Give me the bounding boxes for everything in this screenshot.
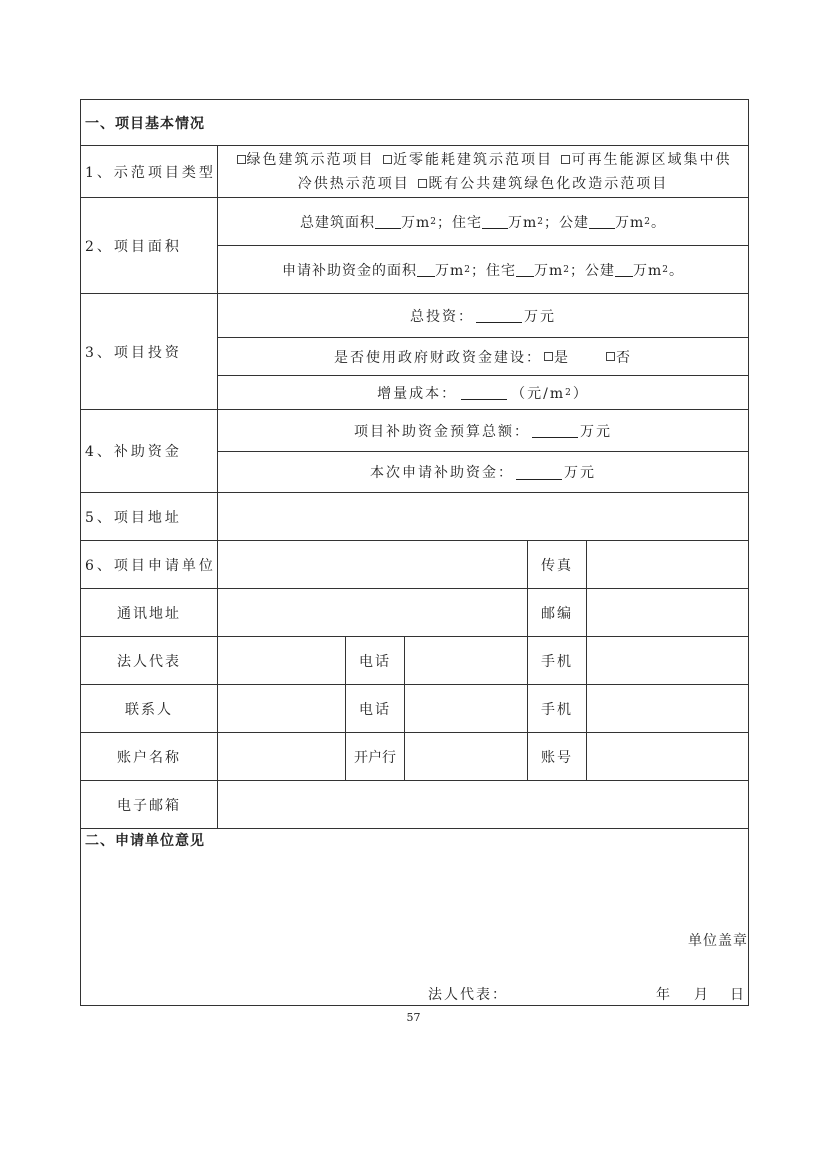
unit-yuan-per-m2: （元/m bbox=[511, 385, 566, 402]
applicant-opinion-field[interactable] bbox=[81, 852, 748, 922]
label-subsidy: 4、补助资金 bbox=[85, 444, 182, 460]
label-legal-rep-mobile: 手机 bbox=[541, 653, 573, 670]
unit: 万m bbox=[615, 214, 645, 231]
public-label: ；公建 bbox=[570, 262, 615, 279]
label-bank: 开户行 bbox=[354, 749, 396, 766]
unit-paren: ） bbox=[572, 385, 589, 402]
label-postcode: 邮编 bbox=[541, 605, 573, 622]
option-near-zero-energy: 近零能耗建筑示范项目 bbox=[393, 151, 553, 168]
legal-rep-phone-field[interactable] bbox=[405, 637, 527, 684]
date-year-label: 年 bbox=[656, 987, 672, 1003]
date-month-label: 月 bbox=[694, 987, 710, 1003]
section-title-basic-info: 一、项目基本情况 bbox=[85, 115, 205, 132]
apply-public-area-field[interactable] bbox=[615, 262, 633, 277]
incremental-cost-line bbox=[218, 376, 748, 409]
legal-rep-field[interactable] bbox=[218, 637, 345, 684]
postcode-field[interactable] bbox=[587, 589, 748, 636]
residential-area-field[interactable] bbox=[482, 214, 508, 229]
gov-fund-label: 是否使用政府财政资金建设： bbox=[334, 349, 542, 366]
project-type-options bbox=[218, 146, 748, 197]
rule bbox=[80, 1005, 749, 1006]
subsidy-budget-line bbox=[218, 410, 748, 451]
unit-wanyuan: 万元 bbox=[564, 465, 596, 481]
option-renewable-district-cont: 冷供热示范项目 bbox=[297, 175, 410, 192]
page-number: 57 bbox=[406, 1011, 421, 1024]
rule bbox=[748, 99, 749, 1006]
contact-phone-field[interactable] bbox=[405, 685, 527, 732]
unit-wanyuan: 万元 bbox=[524, 308, 556, 325]
subsidy-apply-field[interactable] bbox=[516, 465, 562, 480]
period: 。 bbox=[651, 214, 667, 231]
section-title-applicant-opinion: 二、申请单位意见 bbox=[85, 833, 205, 849]
label-contact-phone: 电话 bbox=[359, 701, 391, 718]
apply-residential-area-field[interactable] bbox=[516, 262, 534, 277]
total-area-line bbox=[218, 198, 748, 245]
unit-sup: 2 bbox=[565, 387, 573, 398]
option-no: 否 bbox=[616, 349, 632, 366]
label-mailing-address: 通讯地址 bbox=[117, 605, 181, 622]
incremental-cost-field[interactable] bbox=[461, 385, 507, 400]
gov-fund-line bbox=[218, 338, 748, 375]
account-name-field[interactable] bbox=[218, 733, 345, 780]
unit: 万m bbox=[633, 262, 663, 279]
legal-rep-signature-label: 法人代表： bbox=[428, 987, 508, 1003]
public-label: ；公建 bbox=[544, 214, 589, 231]
contact-field[interactable] bbox=[218, 685, 345, 732]
residential-label: ；住宅 bbox=[470, 262, 516, 279]
label-applicant-unit: 6、项目申请单位 bbox=[85, 557, 216, 574]
period: 。 bbox=[669, 262, 685, 279]
option-green-building: 绿色建筑示范项目 bbox=[246, 151, 375, 168]
total-area-label: 总建筑面积 bbox=[299, 214, 375, 231]
unit-sup: 2 bbox=[644, 216, 652, 227]
unit-sup: 2 bbox=[662, 264, 670, 275]
checkbox-green-building[interactable] bbox=[237, 155, 246, 164]
unit-sup: 2 bbox=[563, 264, 570, 275]
bank-field[interactable] bbox=[405, 733, 527, 780]
label-project-type: 1、示范项目类型 bbox=[85, 164, 216, 181]
total-area-field[interactable] bbox=[375, 214, 401, 229]
public-area-field[interactable] bbox=[589, 214, 615, 229]
label-project-investment: 3、项目投资 bbox=[85, 344, 182, 361]
project-address-field[interactable] bbox=[218, 493, 748, 540]
incremental-cost-label: 增量成本： bbox=[377, 385, 458, 402]
label-email: 电子邮箱 bbox=[117, 797, 181, 814]
option-existing-public-retrofit: 既有公共建筑绿色化改造示范项目 bbox=[428, 175, 669, 192]
applicant-unit-field[interactable] bbox=[218, 541, 527, 588]
checkbox-gov-fund-no[interactable] bbox=[606, 352, 615, 361]
unit-wanyuan: 万元 bbox=[580, 423, 612, 440]
unit: 万m bbox=[434, 262, 465, 279]
label-contact: 联系人 bbox=[125, 701, 173, 718]
legal-rep-signature-field[interactable] bbox=[518, 983, 648, 1005]
residential-label: ；住宅 bbox=[436, 214, 482, 231]
label-fax: 传真 bbox=[541, 557, 573, 574]
mailing-address-field[interactable] bbox=[218, 589, 527, 636]
subsidy-budget-label: 项目补助资金预算总额： bbox=[354, 423, 530, 440]
label-contact-mobile: 手机 bbox=[541, 701, 573, 718]
label-legal-rep: 法人代表 bbox=[117, 653, 181, 670]
label-legal-rep-phone: 电话 bbox=[359, 653, 391, 670]
email-field[interactable] bbox=[218, 781, 748, 828]
total-investment-field[interactable] bbox=[476, 308, 522, 323]
label-project-address: 5、项目地址 bbox=[85, 509, 182, 526]
legal-rep-mobile-field[interactable] bbox=[587, 637, 748, 684]
unit: 万m bbox=[400, 214, 431, 231]
checkbox-existing-public-retrofit[interactable] bbox=[418, 179, 427, 188]
option-renewable-district: 可再生能源区域集中供 bbox=[571, 151, 732, 168]
unit: 万m bbox=[533, 262, 564, 279]
account-number-field[interactable] bbox=[587, 733, 748, 780]
apply-area-line bbox=[218, 246, 748, 293]
unit: 万m bbox=[507, 214, 538, 231]
apply-total-area-field[interactable] bbox=[417, 262, 435, 277]
option-yes: 是 bbox=[554, 349, 570, 366]
total-investment-line bbox=[218, 294, 748, 337]
unit-sup: 2 bbox=[537, 216, 544, 227]
date-day-label: 日 bbox=[730, 987, 746, 1003]
label-account-name: 账户名称 bbox=[117, 749, 181, 766]
subsidy-apply-line bbox=[218, 452, 748, 492]
unit-sup: 2 bbox=[464, 264, 471, 275]
label-project-area: 2、项目面积 bbox=[85, 238, 182, 255]
subsidy-apply-label: 本次申请补助资金： bbox=[370, 465, 514, 481]
checkbox-gov-fund-yes[interactable] bbox=[544, 352, 553, 361]
checkbox-renewable-district[interactable] bbox=[561, 155, 570, 164]
label-account-number: 账号 bbox=[541, 749, 573, 766]
checkbox-near-zero-energy[interactable] bbox=[383, 155, 392, 164]
apply-area-label: 申请补助资金的面积 bbox=[281, 262, 417, 279]
contact-mobile-field[interactable] bbox=[587, 685, 748, 732]
unit-sup: 2 bbox=[430, 216, 437, 227]
fax-field[interactable] bbox=[587, 541, 748, 588]
subsidy-budget-field[interactable] bbox=[532, 423, 578, 438]
unit-seal-label: 单位盖章 bbox=[688, 933, 748, 949]
total-investment-label: 总投资： bbox=[410, 308, 474, 325]
